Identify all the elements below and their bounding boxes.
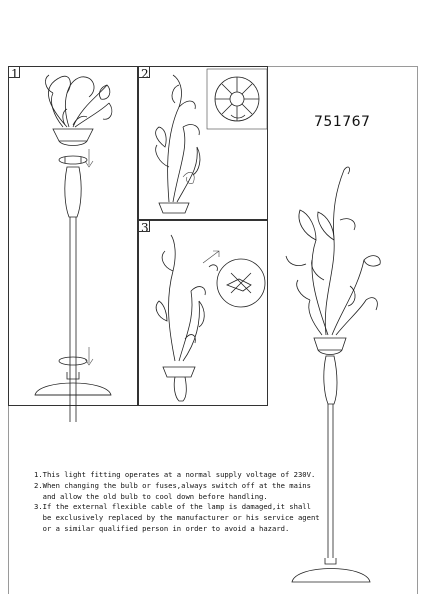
step-2-panel [138, 66, 268, 220]
step-2-bulb-holder-illustration [139, 67, 269, 221]
note-line: 2.When changing the bulb or fuses,always switch off at the mains [34, 480, 311, 490]
note-line: 1.This light fitting operates at a normal supply voltage of 230V. [34, 470, 316, 479]
step-3-panel [138, 220, 268, 406]
safety-notes [34, 470, 334, 535]
note-line: be exclusively replaced by the manufacturer or his service agent [34, 513, 320, 523]
step-3-bulb-replacement-illustration [139, 221, 269, 407]
step-3-number: 3 [141, 221, 149, 235]
step-1-panel [8, 66, 138, 406]
step-1-number: 1 [11, 67, 19, 81]
model-number: 751767 [314, 114, 371, 130]
step-1-lamp-illustration [9, 67, 139, 407]
step-2-number: 2 [141, 67, 149, 81]
note-line: 3.If the external flexible cable of the lamp is damaged,it shall [34, 502, 311, 512]
note-line: or a similar qualified person in order to avoid a hazard. [34, 523, 290, 533]
note-line: and allow the old bulb to cool down before handling. [34, 491, 268, 501]
